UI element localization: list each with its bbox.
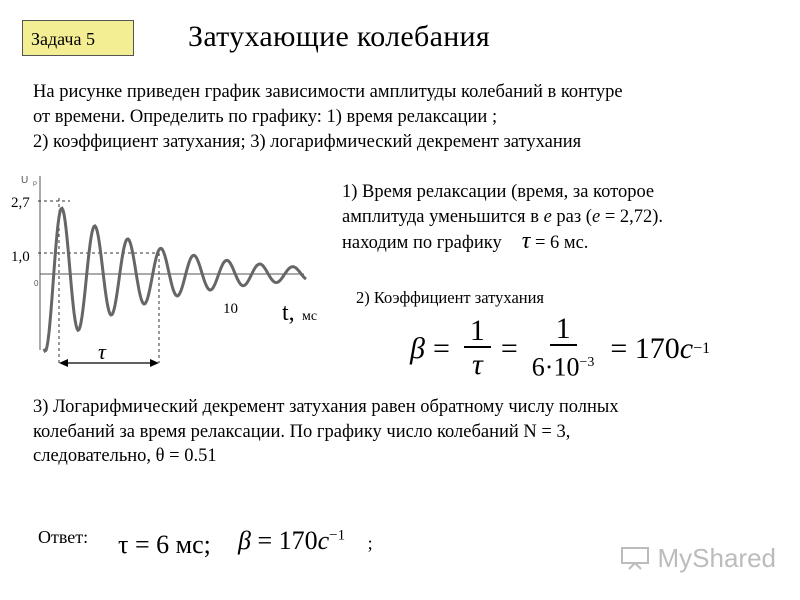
relaxation-time-value: = 6 мс. [534,233,589,253]
item1-text-a: амплитуда уменьшится в [342,206,544,227]
log-decrement-text [33,395,773,469]
beta-result: = 170 [610,332,680,365]
item1-line-2 [342,205,762,230]
equals-sign-2: = [500,332,518,365]
answer-beta-symbol: β [238,526,251,555]
unit-c: c [679,332,694,365]
answer-exponent-neg1: −1 [329,527,346,544]
answer-unit-c: c [317,526,330,555]
six-times-ten: 6·10 [531,352,580,382]
fraction-one-over-tau [464,316,491,382]
damping-coefficient-label: 2) Коэффициент затухания [356,288,545,307]
x-axis-unit: мс [302,309,318,324]
item1-text-c: = 2,72). [600,206,664,227]
statement-line-1: На рисунке приведен график зависимости амплитуды колебаний в контуре [33,82,623,102]
denominator-tau: τ [472,348,483,381]
graph-background [29,174,319,371]
item3-line-2: колебаний за время релаксации. По графику число колебаний N = 3, [33,421,571,442]
item1-text-find: находим по графику [342,233,502,253]
e-symbol-2: е [591,206,601,227]
e-symbol: е [543,206,552,227]
tau-symbol: τ [521,228,531,254]
y-axis-label: U [21,175,29,186]
problem-statement [33,80,773,155]
answer-beta-value: = 170 [257,526,318,555]
answer-beta [238,526,373,556]
exponent-neg3: −3 [579,354,595,370]
task-badge: Задача 5 [22,20,134,56]
item1-line-1: 1) Время релаксации (время, за которое [342,182,655,202]
statement-line-3: 2) коэффициент затухания; 3) логарифмический декремент затухания [33,132,582,152]
beta-symbol: β [410,332,425,365]
item1-text-b: раз ( [551,206,592,227]
answer-label: Ответ: [38,527,89,547]
damping-coefficient-formula [410,311,711,384]
x-axis-label: t, [282,300,295,326]
tick-1-0: 1,0 [11,249,30,265]
item-relaxation-time [342,180,762,256]
item1-line-3 [342,229,762,256]
numerator-1: 1 [464,316,491,348]
item3-line-3: следовательно, θ = 0.51 [33,446,217,466]
equals-sign: = [432,332,450,365]
tau-label: τ [98,339,106,364]
tick-2-7: 2,7 [11,195,30,211]
damped-oscillation-graph [8,168,328,373]
watermark [620,543,776,574]
exponent-neg1: −1 [693,340,711,357]
tick-10: 10 [223,301,238,317]
item3-line-1: 3) Логарифмический декремент затухания равен обратному числу полных [33,397,619,417]
watermark-text: MyShared [657,543,776,573]
answer-tau: τ = 6 мс; [118,530,211,559]
y-axis-sub: P [33,182,38,188]
denominator-6e-3 [528,346,599,385]
numerator-1b: 1 [550,314,577,346]
fraction-one-over-6e-3 [528,311,599,385]
statement-line-2: от времени. Определить по графику: 1) время релаксации ; [33,107,498,127]
page-title: Затухающие колебания [188,20,491,53]
tick-0: 0 [34,279,39,288]
answer-semicolon: ; [367,533,373,553]
presentation-icon [620,546,650,570]
